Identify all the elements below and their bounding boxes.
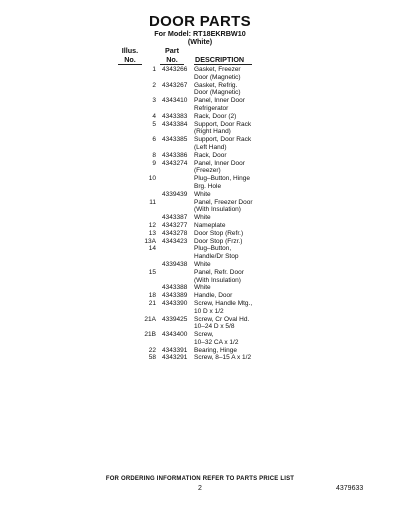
part-description: Screw, Handle Mtg., [194,299,253,307]
page-title: DOOR PARTS [149,13,251,30]
table-row [0,261,400,269]
part-description: Panel, Refr. Door [194,268,244,276]
table-row [0,152,400,160]
table-row [0,206,400,214]
document-number: 4379633 [336,485,364,492]
part-number: 4339425 [162,315,188,323]
table-row [0,128,400,136]
part-number: 4343385 [162,136,188,144]
illus-number: 21B [144,331,156,339]
table-row [0,339,400,347]
part-description: Screw, [194,331,214,339]
part-number: 4343387 [162,214,188,222]
color-line: (White) [187,37,213,46]
illus-number: 21A [144,315,156,323]
illus-number: 2 [152,81,156,89]
illus-number: 12 [148,221,156,229]
part-number: 4343384 [162,120,188,128]
column-header-part-line2: No. [166,54,178,64]
part-description: Brg. Hole [194,182,222,190]
part-description: White [194,190,211,198]
illus-number: 13 [148,229,156,237]
header-underline-description [194,64,252,65]
table-row [0,136,400,144]
part-number: 4343389 [162,292,188,300]
table-row [0,82,400,90]
part-number: 4343423 [162,237,188,245]
part-number: 4343277 [162,221,188,229]
column-header-part [157,47,187,64]
part-number: 4339438 [162,260,188,268]
part-number: 4343274 [162,159,188,167]
table-row [0,316,400,324]
part-description: Panel, Inner Door [194,159,245,167]
table-row [0,113,400,121]
part-number: 4343291 [162,354,188,362]
part-description: White [194,214,211,222]
part-number: 4343400 [162,331,188,339]
table-row [0,89,400,97]
part-description: Support, Door Rack [194,120,252,128]
illus-number: 6 [152,136,156,144]
model-line: For Model: RT18EKRBW10 [154,29,246,38]
part-description: Handle/Dr Stop [194,253,239,261]
table-row [0,238,400,246]
table-row [0,292,400,300]
part-description: (With Insulation) [194,206,241,214]
illus-number: 14 [148,245,156,253]
part-description: Screw, Cr Oval Hd. [194,315,250,323]
illus-number: 3 [152,97,156,105]
table-row [0,300,400,308]
table-row [0,144,400,152]
table-row [0,277,400,285]
illus-number: 1 [152,66,156,73]
table-row [0,214,400,222]
table-row [0,245,400,253]
part-description: White [194,260,211,268]
ordering-note: FOR ORDERING INFORMATION REFER TO PARTS PRICE LIST [105,476,295,482]
table-row [0,331,400,339]
table-row [0,167,400,175]
part-number: 4343388 [162,284,188,292]
illus-number: 10 [148,175,156,183]
table-row [0,230,400,238]
column-header-illus-line2: No. [124,54,136,64]
table-row [0,354,400,362]
part-description: Plug–Button, Hinge [194,175,251,183]
part-number: 4343278 [162,229,188,237]
illus-number: 5 [152,120,156,128]
table-row [0,308,400,316]
part-description: Handle, Door [194,292,233,300]
part-number: 4343267 [162,81,188,89]
illus-number: 13A [144,237,156,245]
table-row [0,97,400,105]
part-number: 4339439 [162,190,188,198]
column-header-illus-line1: Illus. [121,46,139,55]
table-row [0,253,400,261]
table-row [0,74,400,82]
part-description: (Right Hand) [194,128,231,136]
table-row [0,121,400,129]
table-row [0,284,400,292]
part-description: 10–24 D x 5/8 [194,323,235,331]
parts-table [0,66,400,362]
part-description: (Freezer) [194,167,221,175]
table-row [0,105,400,113]
part-description: Rack, Door (2) [194,112,237,120]
part-description: Panel, Inner Door [194,97,245,105]
illus-number: 22 [148,346,156,354]
part-number: 4343386 [162,151,188,159]
part-number: 4343410 [162,97,188,105]
header-underline-illus [118,64,142,65]
part-description: Support, Door Rack [194,136,252,144]
column-header-part-line1: Part [165,46,179,55]
illus-number: 8 [152,151,156,159]
part-description: Rack, Door [194,151,227,159]
table-row [0,160,400,168]
page-number: 2 [198,485,202,492]
table-row [0,269,400,277]
column-header-description: DESCRIPTION [195,55,245,64]
illus-number: 11 [149,198,156,206]
illus-number: 21 [148,299,156,307]
illus-number: 58 [148,354,156,362]
part-description: Door Stop (Frzr.) [194,237,243,245]
part-number: 4343390 [162,299,188,307]
part-description: Nameplate [194,221,226,229]
part-number: 4343266 [162,66,188,73]
table-row [0,183,400,191]
illus-number: 4 [152,112,156,120]
table-row [0,222,400,230]
table-row [0,323,400,331]
part-description: Screw, 8–15 A x 1/2 [194,354,252,362]
table-row [0,347,400,355]
illus-number: 9 [152,159,156,167]
table-row [0,66,400,74]
part-description: Door Stop (Refr.) [194,229,244,237]
part-description: 10–32 CA x 1/2 [194,338,239,346]
part-description: Door (Magnetic) [194,73,241,81]
part-description: Panel, Freezer Door [194,198,253,206]
table-row [0,175,400,183]
part-number: 4343383 [162,112,188,120]
part-description: Gasket, Freezer [194,66,241,73]
part-description: Bearing, Hinge [194,346,237,354]
table-row [0,199,400,207]
part-description: Refrigerator [194,104,229,112]
part-description: (Left Hand) [194,143,227,151]
part-description: Gasket, Refrig. [194,81,238,89]
illus-number: 15 [148,268,156,276]
part-number: 4343391 [162,346,188,354]
part-description: White [194,284,211,292]
part-description: Door (Magnetic) [194,89,241,97]
part-description: Plug–Button, [194,245,232,253]
table-row [0,191,400,199]
header-underline-part [160,64,184,65]
part-description: (With Insulation) [194,276,241,284]
illus-number: 18 [148,292,156,300]
column-header-illus [115,47,145,64]
part-description: 10 D x 1/2 [194,307,224,315]
